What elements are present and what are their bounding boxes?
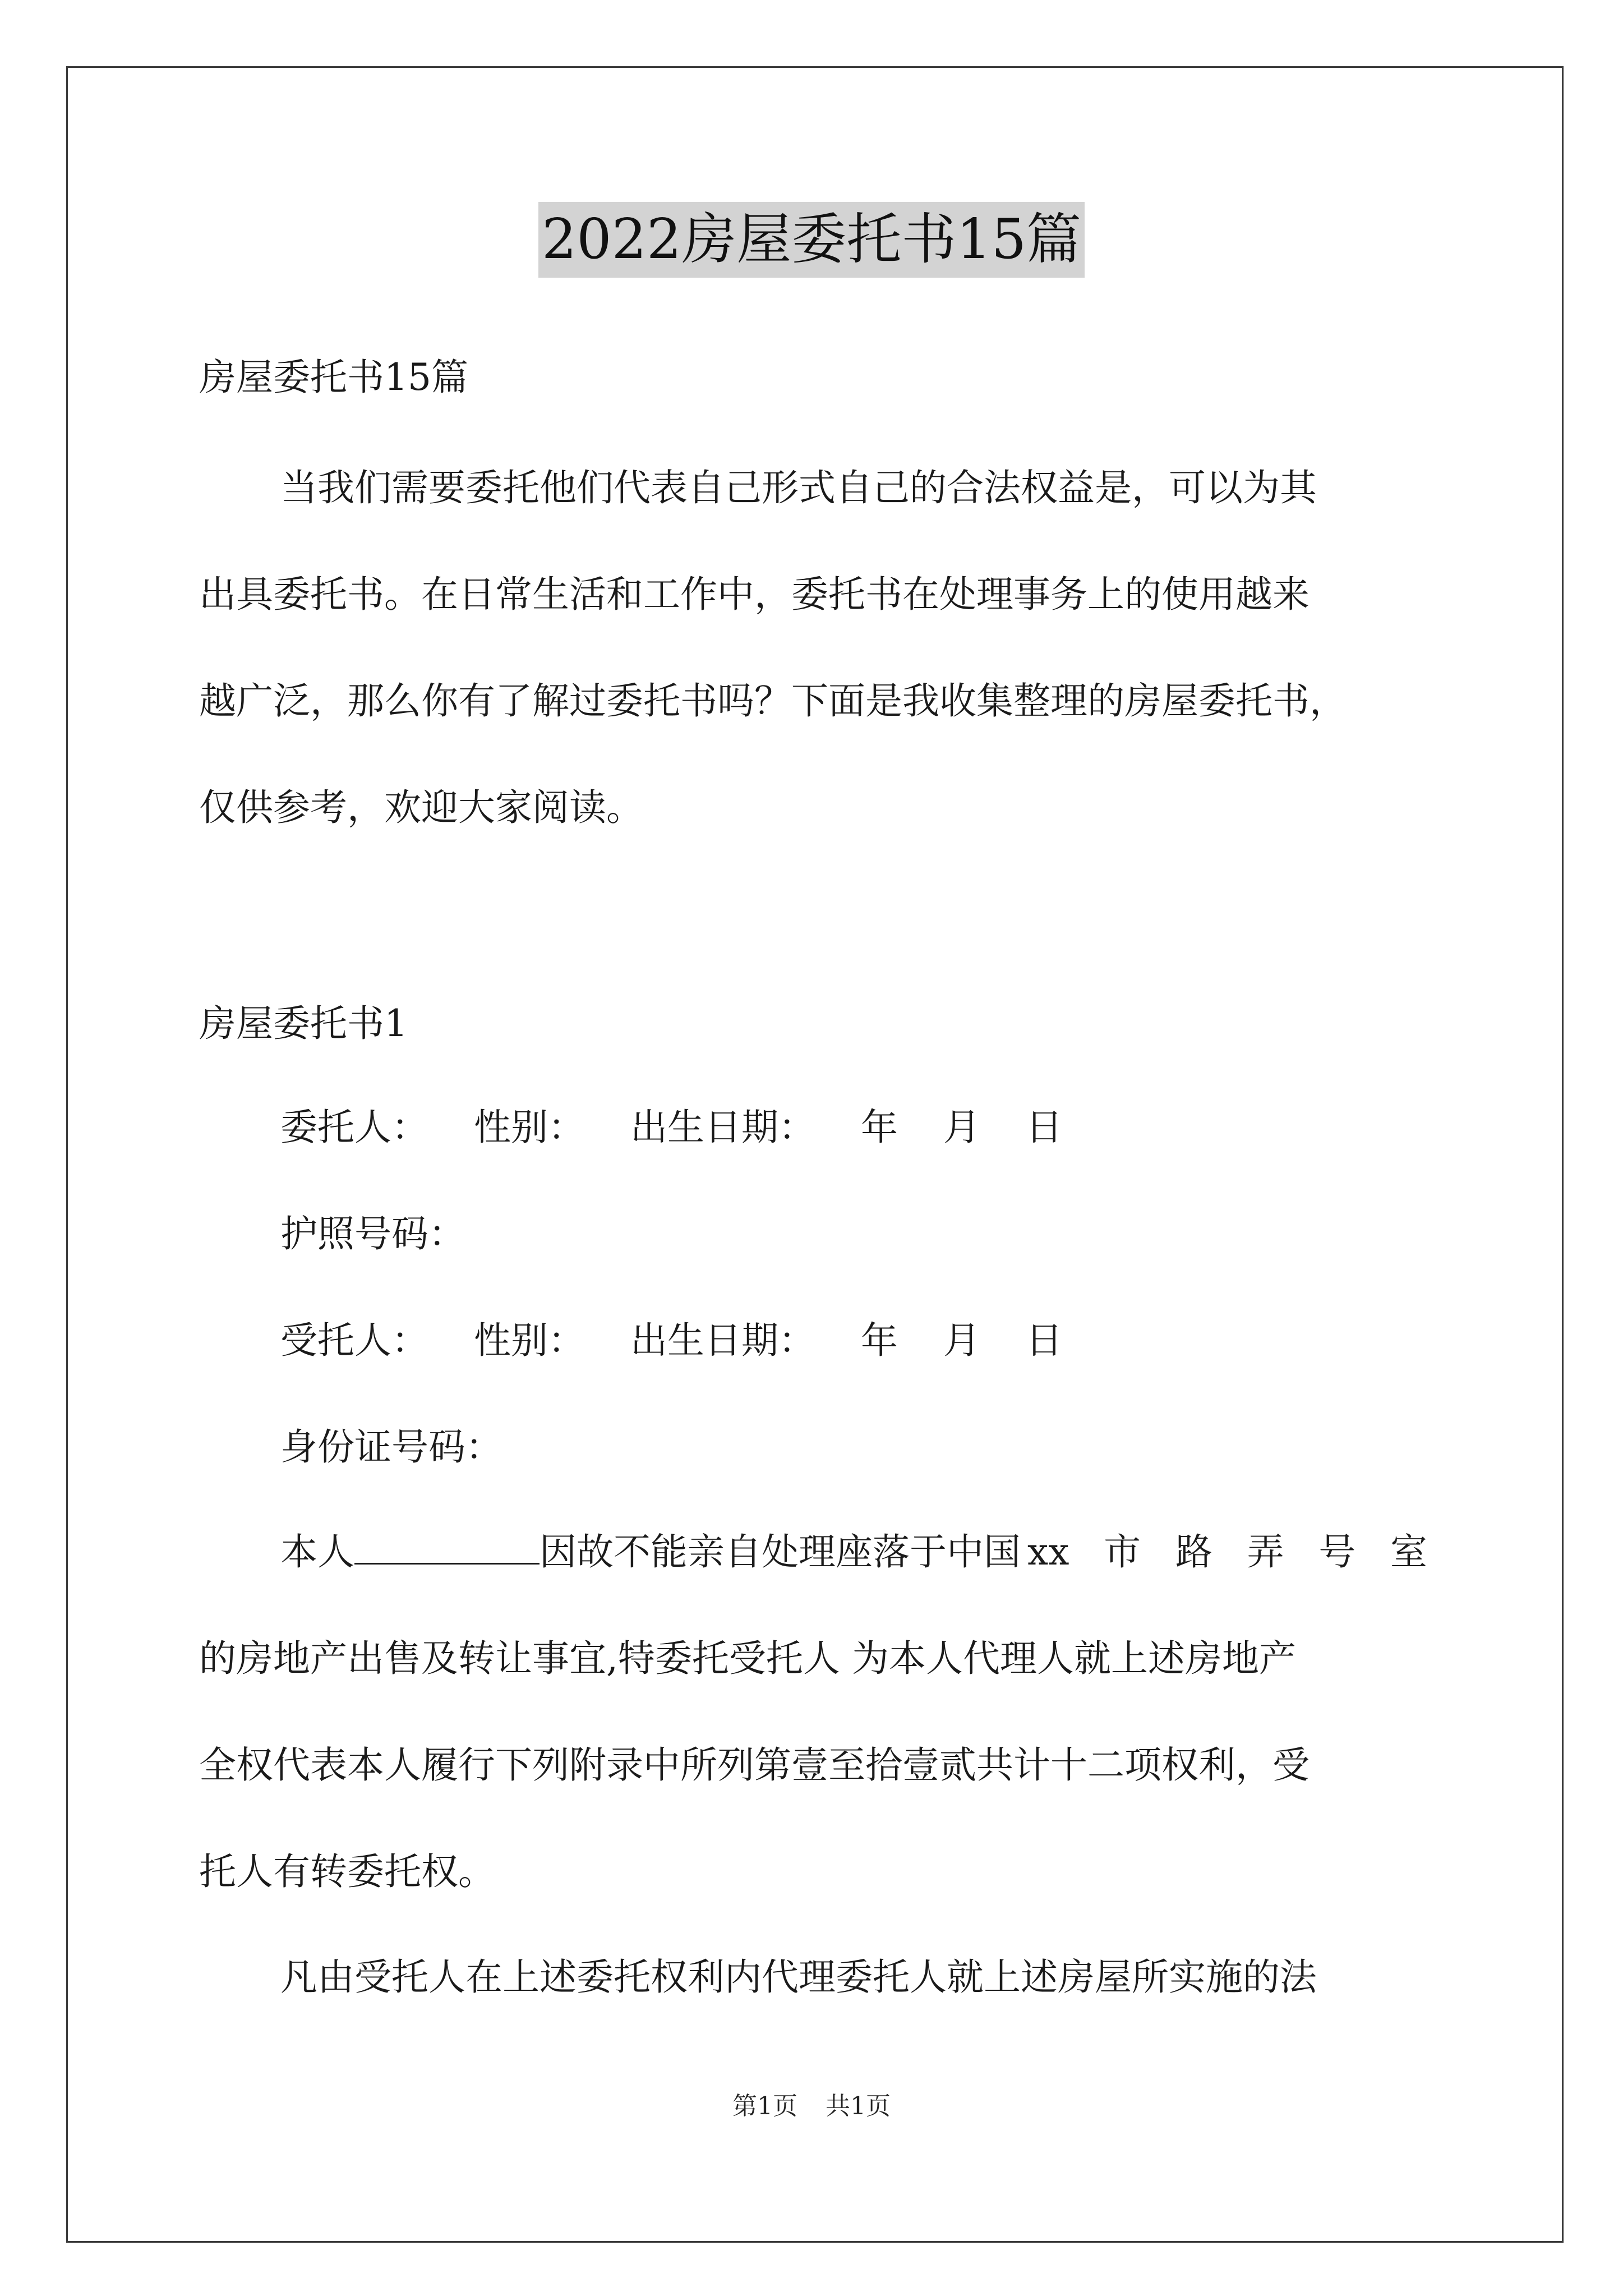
body-line-2: 的房地产出售及转让事宜,特委托受托人 为本人代理人就上述房地产	[199, 1637, 1296, 1680]
section-heading: 房屋委托书1	[199, 1002, 408, 1045]
agent-label: 受托人：	[280, 1319, 428, 1362]
agent-line	[280, 1315, 1063, 1366]
document-title: 2022房屋委托书15篇	[538, 202, 1085, 278]
body-road: 路	[1175, 1530, 1212, 1573]
body-lane: 弄	[1247, 1530, 1284, 1573]
principal-year: 年	[860, 1106, 898, 1149]
principal-day: 日	[1025, 1106, 1063, 1149]
page-footer	[0, 2090, 1623, 2123]
agent-year: 年	[860, 1319, 898, 1362]
agent-gender-label: 性别：	[473, 1319, 585, 1362]
body-xx: xx	[1027, 1530, 1069, 1573]
page-total: 共1页	[826, 2092, 891, 2120]
principal-gender-label: 性别：	[473, 1106, 585, 1149]
intro-line-3: 越广泛，那么你有了解过委托书吗？下面是我收集整理的房屋委托书，	[199, 679, 1347, 723]
principal-birth-label: 出生日期：	[630, 1106, 815, 1149]
id-number-label: 身份证号码：	[280, 1425, 502, 1469]
body-self: 本人	[280, 1530, 354, 1573]
body-room: 室	[1390, 1530, 1427, 1573]
intro-line-1: 当我们需要委托他们代表自己形式自己的合法权益是，可以为其	[280, 466, 1317, 509]
intro-line-2: 出具委托书。在日常生活和工作中，委托书在处理事务上的使用越来	[199, 573, 1310, 616]
body-number: 号	[1318, 1530, 1356, 1573]
body-line-1	[280, 1527, 1427, 1577]
body-city: 市	[1104, 1530, 1141, 1573]
principal-label: 委托人：	[280, 1106, 428, 1149]
title-container	[0, 202, 1623, 278]
page-number: 第1页	[732, 2092, 797, 2120]
agent-month: 月	[943, 1319, 980, 1362]
agent-day: 日	[1025, 1319, 1063, 1362]
body-line-5: 凡由受托人在上述委托权利内代理委托人就上述房屋所实施的法	[280, 1955, 1317, 1999]
body-reason: 因故不能亲自处理座落于中国	[540, 1530, 1021, 1573]
passport-label: 护照号码：	[280, 1212, 465, 1255]
document-subtitle: 房屋委托书15篇	[199, 356, 468, 399]
body-line-4: 托人有转委托权。	[199, 1850, 495, 1893]
intro-line-4: 仅供参考，欢迎大家阅读。	[199, 786, 643, 829]
agent-birth-label: 出生日期：	[630, 1319, 815, 1362]
principal-line	[280, 1102, 1063, 1153]
body-line-3: 全权代表本人履行下列附录中所列第壹至拾壹贰共计十二项权利，受	[199, 1743, 1310, 1787]
name-blank	[354, 1529, 540, 1565]
principal-month: 月	[943, 1106, 980, 1149]
